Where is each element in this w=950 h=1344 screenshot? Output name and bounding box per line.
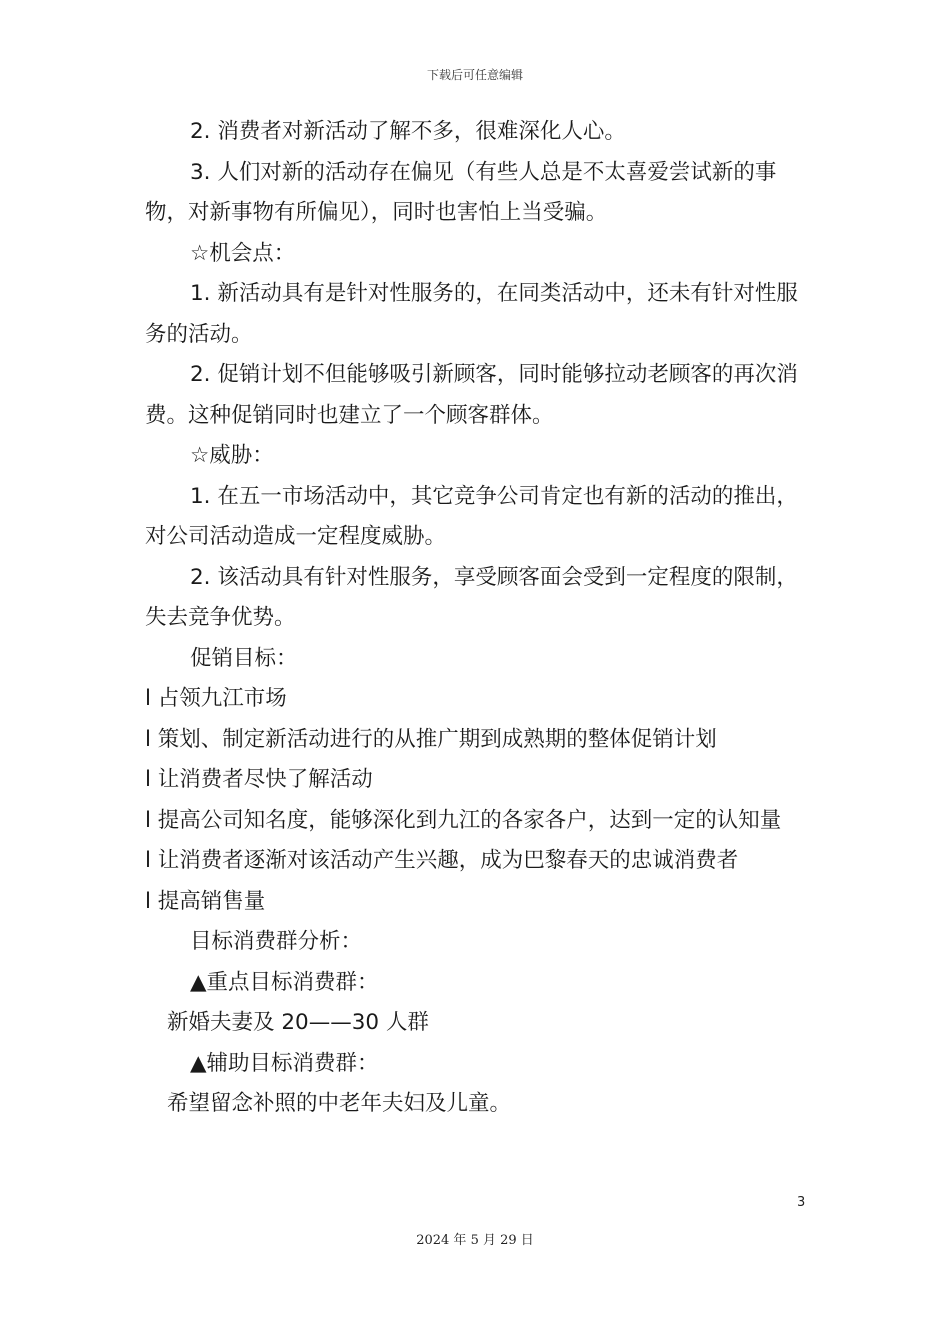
list-item: l 让消费者尽快了解活动 — [145, 767, 373, 792]
paragraph: 新婚夫妻及 20——30 人群 — [167, 1010, 429, 1035]
list-item: l 占领九江市场 — [145, 686, 287, 711]
page-number: 3 — [797, 1195, 806, 1210]
subheading-secondary-target: ▲辅助目标消费群： — [190, 1050, 379, 1076]
list-item: l 让消费者逐渐对该活动产生兴趣，成为巴黎春天的忠诚消费者 — [145, 848, 739, 873]
section-heading-threats: ☆威胁： — [190, 443, 274, 468]
list-item: l 提高公司知名度，能够深化到九江的各家各户，达到一定的认知量 — [145, 807, 782, 833]
section-heading-target-analysis: 目标消费群分析： — [190, 929, 363, 954]
paragraph: 1. 在五一市场活动中，其它竞争公司肯定也有新的活动的推出，对公司活动造成一定程度威胁。 — [145, 483, 798, 549]
footer-date: 2024 年 5 月 29 日 — [416, 1233, 534, 1248]
section-heading-opportunities: ☆机会点： — [190, 240, 296, 266]
section-heading-promotion-goals: 促销目标： — [190, 645, 298, 671]
paragraph: 希望留念补照的中老年夫妇及儿童。 — [167, 1091, 512, 1116]
paragraph: 2. 该活动具有针对性服务，享受顾客面会受到一定程度的限制，失去竞争优势。 — [145, 564, 798, 630]
document-body — [145, 112, 813, 1125]
paragraph: 2. 消费者对新活动了解不多，很难深化人心。 — [190, 119, 626, 144]
paragraph: 1. 新活动具有是针对性服务的，在同类活动中，还未有针对性服务的活动。 — [145, 281, 798, 347]
list-item: l 提高销售量 — [145, 888, 266, 914]
subheading-primary-target: ▲重点目标消费群： — [190, 969, 379, 995]
paragraph: 3. 人们对新的活动存在偏见（有些人总是不太喜爱尝试新的事物，对新事物有所偏见），同时也害怕上当受骗。 — [145, 159, 777, 225]
paragraph: 2. 促销计划不但能够吸引新顾客，同时能够拉动老顾客的再次消费。这种促销同时也建立了一个顾客群体。 — [145, 362, 798, 428]
header-note: 下载后可任意编辑 — [426, 68, 523, 82]
list-item: l 策划、制定新活动进行的从推广期到成熟期的整体促销计划 — [145, 726, 717, 752]
